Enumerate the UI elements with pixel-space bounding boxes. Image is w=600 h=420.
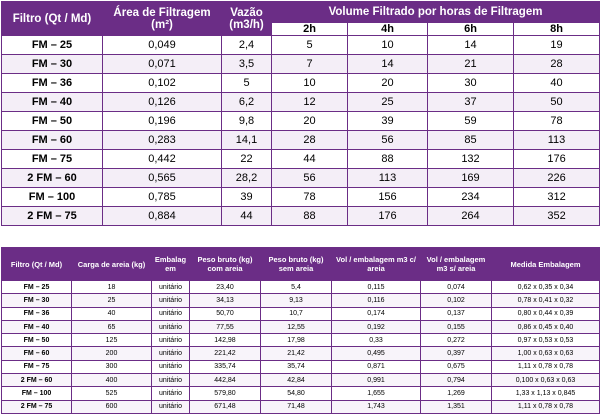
cell-area: 0,049 — [103, 36, 222, 55]
cell-area: 0,442 — [103, 150, 222, 169]
cell-h2: 88 — [272, 207, 348, 226]
packaging-body — [2, 281, 600, 414]
table-row — [2, 281, 600, 294]
cell-h2: 56 — [272, 169, 348, 188]
header-area-unit: (m²) — [151, 18, 173, 31]
cell-peso_com: 335,74 — [190, 360, 261, 373]
table-row — [2, 74, 600, 93]
cell-peso_sem: 17,98 — [261, 334, 332, 347]
table-row — [2, 320, 600, 333]
cell-carga: 125 — [72, 334, 152, 347]
header-area-label: Área de Filtragem — [113, 6, 211, 19]
cell-emb: unitário — [152, 374, 190, 387]
cell-h8: 226 — [514, 169, 600, 188]
cell-h6: 21 — [428, 55, 514, 74]
cell-h8: 78 — [514, 112, 600, 131]
cell-peso_sem: 9,13 — [261, 294, 332, 307]
cell-vol_sem: 0,794 — [421, 374, 492, 387]
cell-h6: 132 — [428, 150, 514, 169]
cell-vol_sem: 0,102 — [421, 294, 492, 307]
cell-emb: unitário — [152, 334, 190, 347]
cell-peso_sem: 10,7 — [261, 307, 332, 320]
cell-peso_com: 77,55 — [190, 320, 261, 333]
cell-h6: 37 — [428, 93, 514, 112]
header2-medida: Medida Embalagem — [492, 248, 600, 281]
cell-vazao: 9,8 — [222, 112, 272, 131]
cell-filtro: FM – 30 — [2, 294, 72, 307]
cell-area: 0,884 — [103, 207, 222, 226]
cell-medida: 0,80 x 0,44 x 0,39 — [492, 307, 600, 320]
cell-filtro: FM – 100 — [2, 188, 103, 207]
cell-area: 0,196 — [103, 112, 222, 131]
cell-emb: unitário — [152, 281, 190, 294]
cell-peso_com: 50,70 — [190, 307, 261, 320]
cell-carga: 200 — [72, 347, 152, 360]
cell-peso_sem: 71,48 — [261, 400, 332, 413]
header2-peso-sem: Peso bruto (kg) sem areia — [261, 248, 332, 281]
cell-h4: 156 — [348, 188, 428, 207]
cell-emb: unitário — [152, 320, 190, 333]
cell-h2: 7 — [272, 55, 348, 74]
cell-medida: 0,100 x 0,63 x 0,63 — [492, 374, 600, 387]
cell-vol_sem: 1,351 — [421, 400, 492, 413]
table-row — [2, 387, 600, 400]
cell-vol_com: 0,495 — [332, 347, 421, 360]
cell-medida: 0,78 x 0,41 x 0,32 — [492, 294, 600, 307]
cell-h2: 44 — [272, 150, 348, 169]
header2-vol-sem: Vol / embalagem m3 s/ areia — [421, 248, 492, 281]
cell-h4: 113 — [348, 169, 428, 188]
table-row — [2, 93, 600, 112]
cell-peso_com: 221,42 — [190, 347, 261, 360]
cell-area: 0,126 — [103, 93, 222, 112]
cell-vol_sem: 0,155 — [421, 320, 492, 333]
cell-medida: 1,33 x 1,13 x 0,845 — [492, 387, 600, 400]
cell-emb: unitário — [152, 387, 190, 400]
header2-peso-com: Peso bruto (kg) com areia — [190, 248, 261, 281]
cell-h8: 312 — [514, 188, 600, 207]
header-6h: 6h — [428, 23, 514, 36]
cell-filtro: FM – 50 — [2, 334, 72, 347]
cell-h4: 88 — [348, 150, 428, 169]
cell-peso_com: 671,48 — [190, 400, 261, 413]
header-vazao — [222, 2, 272, 36]
table-row — [2, 150, 600, 169]
cell-h6: 59 — [428, 112, 514, 131]
cell-vazao: 3,5 — [222, 55, 272, 74]
cell-peso_com: 579,80 — [190, 387, 261, 400]
cell-vol_sem: 0,272 — [421, 334, 492, 347]
cell-peso_sem: 5,4 — [261, 281, 332, 294]
table-row — [2, 36, 600, 55]
cell-filtro: FM – 40 — [2, 93, 103, 112]
cell-filtro: 2 FM – 60 — [2, 169, 103, 188]
cell-h2: 78 — [272, 188, 348, 207]
header2-filtro: Filtro (Qt / Md) — [2, 248, 72, 281]
cell-h6: 234 — [428, 188, 514, 207]
cell-vazao: 39 — [222, 188, 272, 207]
cell-h6: 169 — [428, 169, 514, 188]
cell-emb: unitário — [152, 347, 190, 360]
table-row — [2, 294, 600, 307]
cell-vazao: 6,2 — [222, 93, 272, 112]
cell-vol_com: 0,871 — [332, 360, 421, 373]
header-8h: 8h — [514, 23, 600, 36]
cell-emb: unitário — [152, 307, 190, 320]
header-area — [103, 2, 222, 36]
cell-medida: 0,86 x 0,45 x 0,40 — [492, 320, 600, 333]
cell-h8: 50 — [514, 93, 600, 112]
table-row — [2, 374, 600, 387]
cell-filtro: 2 FM – 60 — [2, 374, 72, 387]
cell-filtro: FM – 50 — [2, 112, 103, 131]
cell-vol_com: 0,33 — [332, 334, 421, 347]
cell-h2: 5 — [272, 36, 348, 55]
cell-peso_com: 442,84 — [190, 374, 261, 387]
cell-vol_sem: 0,137 — [421, 307, 492, 320]
cell-medida: 1,11 x 0,78 x 0,78 — [492, 360, 600, 373]
cell-h4: 176 — [348, 207, 428, 226]
cell-filtro: FM – 30 — [2, 55, 103, 74]
cell-h8: 40 — [514, 74, 600, 93]
cell-vol_sem: 1,269 — [421, 387, 492, 400]
header-volume: Volume Filtrado por horas de Filtragem — [272, 2, 600, 23]
cell-peso_com: 23,40 — [190, 281, 261, 294]
table-row — [2, 188, 600, 207]
cell-filtro: FM – 75 — [2, 360, 72, 373]
cell-h4: 14 — [348, 55, 428, 74]
cell-h2: 12 — [272, 93, 348, 112]
cell-vol_com: 0,116 — [332, 294, 421, 307]
table-row — [2, 400, 600, 413]
cell-emb: unitário — [152, 294, 190, 307]
cell-vol_com: 0,115 — [332, 281, 421, 294]
filtration-volume-table — [1, 1, 600, 226]
cell-filtro: FM – 25 — [2, 281, 72, 294]
cell-vazao: 28,2 — [222, 169, 272, 188]
table-row — [2, 334, 600, 347]
cell-filtro: FM – 36 — [2, 307, 72, 320]
cell-medida: 0,97 x 0,53 x 0,53 — [492, 334, 600, 347]
cell-filtro: FM – 75 — [2, 150, 103, 169]
cell-vol_sem: 0,675 — [421, 360, 492, 373]
cell-h4: 39 — [348, 112, 428, 131]
header-vazao-label: Vazão — [230, 6, 263, 19]
cell-peso_sem: 54,80 — [261, 387, 332, 400]
cell-vazao: 2,4 — [222, 36, 272, 55]
cell-medida: 0,62 x 0,35 x 0,34 — [492, 281, 600, 294]
packaging-table — [1, 247, 600, 414]
cell-vazao: 5 — [222, 74, 272, 93]
header2-embalagem: Embalag em — [152, 248, 190, 281]
table-row — [2, 360, 600, 373]
cell-peso_sem: 35,74 — [261, 360, 332, 373]
cell-medida: 1,11 x 0,78 x 0,78 — [492, 400, 600, 413]
cell-vol_com: 0,174 — [332, 307, 421, 320]
cell-h4: 56 — [348, 131, 428, 150]
cell-area: 0,283 — [103, 131, 222, 150]
cell-peso_com: 34,13 — [190, 294, 261, 307]
table-row — [2, 307, 600, 320]
cell-h2: 20 — [272, 112, 348, 131]
cell-h4: 25 — [348, 93, 428, 112]
cell-carga: 40 — [72, 307, 152, 320]
cell-peso_com: 142,98 — [190, 334, 261, 347]
cell-vazao: 14,1 — [222, 131, 272, 150]
cell-vol_com: 0,192 — [332, 320, 421, 333]
cell-h8: 176 — [514, 150, 600, 169]
cell-carga: 400 — [72, 374, 152, 387]
cell-h8: 113 — [514, 131, 600, 150]
cell-vol_com: 0,991 — [332, 374, 421, 387]
cell-filtro: FM – 40 — [2, 320, 72, 333]
cell-filtro: FM – 25 — [2, 36, 103, 55]
header2-carga: Carga de areia (kg) — [72, 248, 152, 281]
cell-area: 0,785 — [103, 188, 222, 207]
cell-vol_com: 1,743 — [332, 400, 421, 413]
header-vazao-unit: (m3/h) — [229, 18, 264, 31]
cell-h8: 19 — [514, 36, 600, 55]
cell-carga: 25 — [72, 294, 152, 307]
cell-h4: 20 — [348, 74, 428, 93]
cell-peso_sem: 21,42 — [261, 347, 332, 360]
cell-filtro: FM – 60 — [2, 347, 72, 360]
cell-h2: 28 — [272, 131, 348, 150]
cell-area: 0,102 — [103, 74, 222, 93]
cell-vazao: 22 — [222, 150, 272, 169]
cell-h6: 85 — [428, 131, 514, 150]
cell-peso_sem: 42,84 — [261, 374, 332, 387]
table-row — [2, 131, 600, 150]
cell-carga: 525 — [72, 387, 152, 400]
header-4h: 4h — [348, 23, 428, 36]
table-row — [2, 112, 600, 131]
cell-vazao: 44 — [222, 207, 272, 226]
cell-filtro: FM – 60 — [2, 131, 103, 150]
cell-h8: 352 — [514, 207, 600, 226]
table-row — [2, 55, 600, 74]
cell-emb: unitário — [152, 360, 190, 373]
cell-carga: 65 — [72, 320, 152, 333]
cell-filtro: 2 FM – 75 — [2, 207, 103, 226]
cell-medida: 1,00 x 0,63 x 0,63 — [492, 347, 600, 360]
cell-h6: 14 — [428, 36, 514, 55]
cell-carga: 300 — [72, 360, 152, 373]
cell-peso_sem: 12,55 — [261, 320, 332, 333]
cell-carga: 600 — [72, 400, 152, 413]
cell-h6: 264 — [428, 207, 514, 226]
cell-area: 0,071 — [103, 55, 222, 74]
cell-h4: 10 — [348, 36, 428, 55]
cell-h8: 28 — [514, 55, 600, 74]
cell-vol_com: 1,655 — [332, 387, 421, 400]
filtration-volume-body — [2, 36, 600, 226]
cell-filtro: FM – 36 — [2, 74, 103, 93]
cell-vol_sem: 0,074 — [421, 281, 492, 294]
cell-h6: 30 — [428, 74, 514, 93]
cell-emb: unitário — [152, 400, 190, 413]
table-row — [2, 347, 600, 360]
cell-h2: 10 — [272, 74, 348, 93]
header-2h: 2h — [272, 23, 348, 36]
table-row — [2, 207, 600, 226]
cell-carga: 18 — [72, 281, 152, 294]
cell-vol_sem: 0,397 — [421, 347, 492, 360]
cell-filtro: 2 FM – 75 — [2, 400, 72, 413]
cell-area: 0,565 — [103, 169, 222, 188]
table-row — [2, 169, 600, 188]
cell-filtro: FM – 100 — [2, 387, 72, 400]
header-filtro: Filtro (Qt / Md) — [2, 2, 103, 36]
header2-vol-com: Vol / embalagem m3 c/ areia — [332, 248, 421, 281]
